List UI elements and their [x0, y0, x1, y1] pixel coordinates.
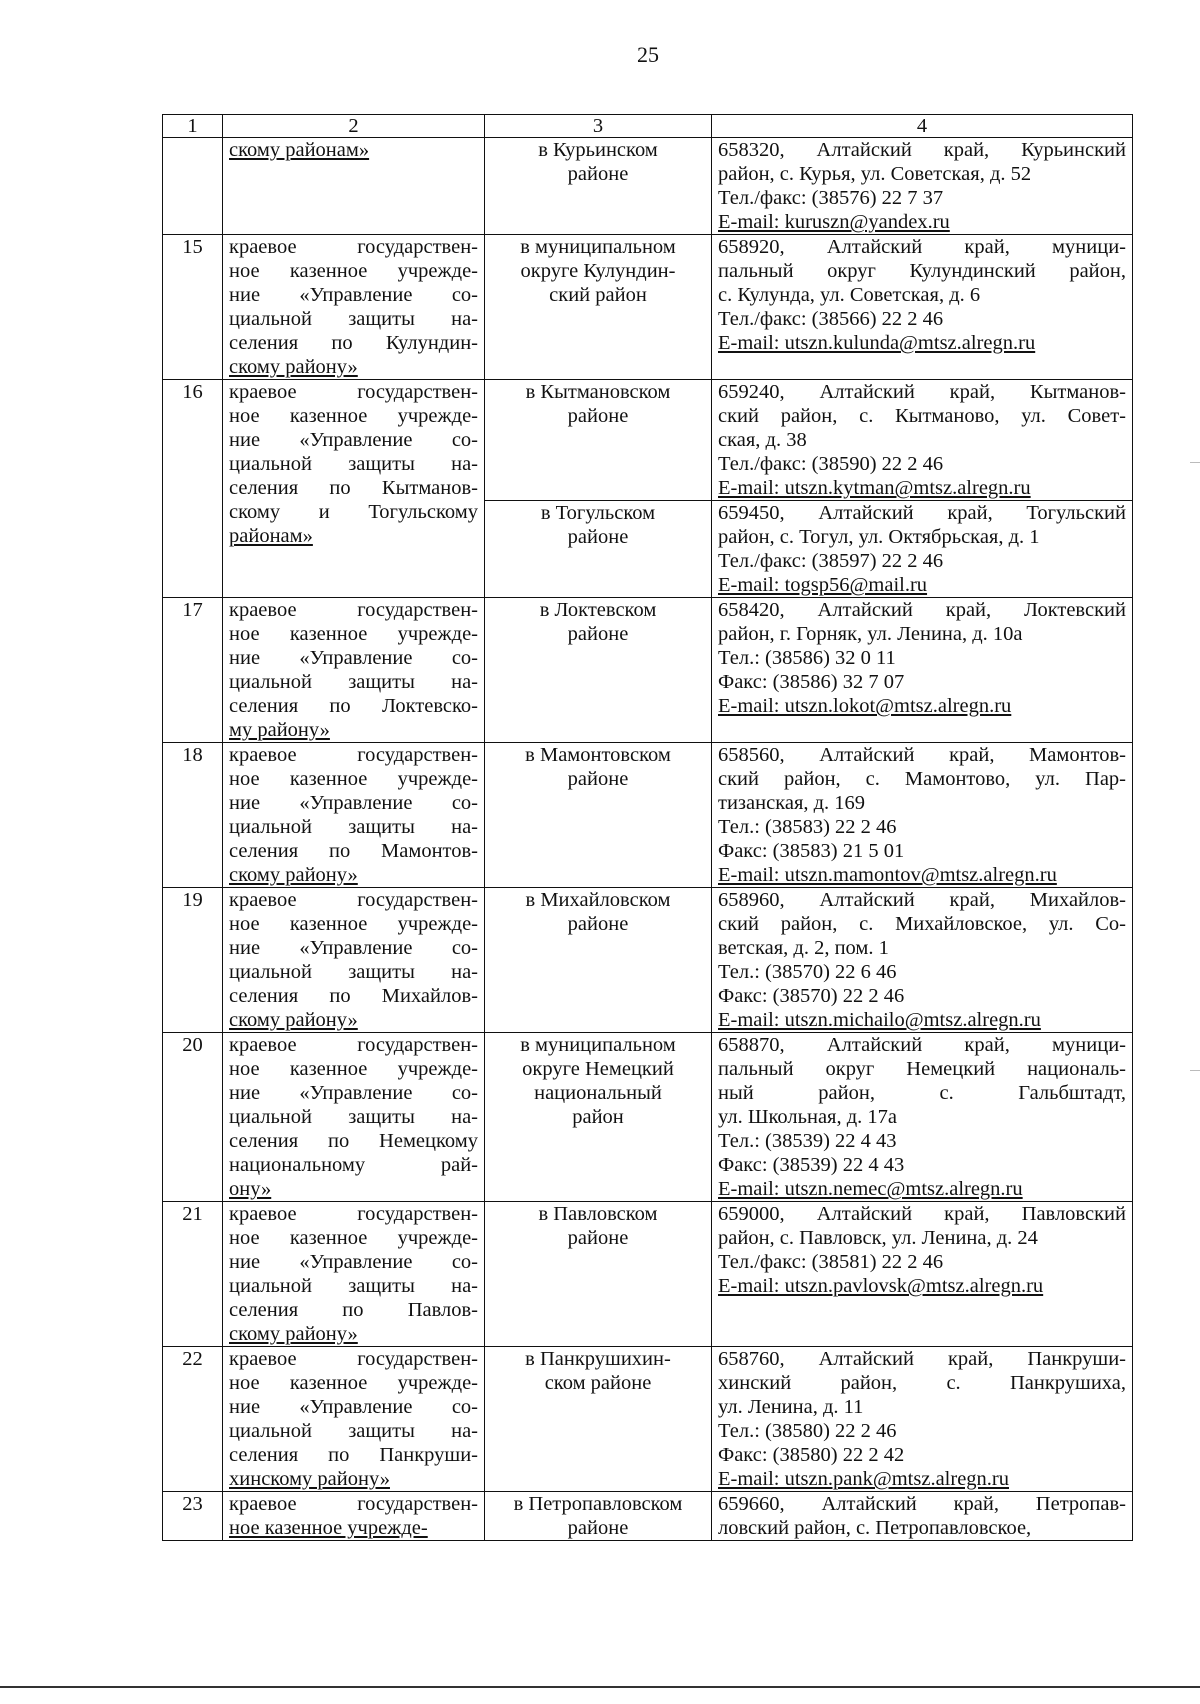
institution-name-line: ние «Управление со- [229, 1251, 478, 1273]
address-line: ный район, с. Гальбштадт, [718, 1082, 1126, 1104]
service-area-line: районе [567, 405, 629, 427]
email-line: E-mail: kuruszn@yandex.ru [718, 211, 950, 233]
institution-name-line: селения по Локтевско- [229, 695, 478, 717]
service-area [485, 743, 712, 888]
institution-name-line: ное казенное учрежде- [229, 1372, 478, 1394]
phone-line: Факс: (38583) 21 5 01 [718, 840, 905, 862]
phone-line: Факс: (38570) 22 2 46 [718, 985, 905, 1007]
row-number: 19 [163, 888, 223, 1033]
row-number: 17 [163, 598, 223, 743]
address-line: 658320, Алтайский край, Курьинский [718, 139, 1126, 161]
phone-line: Тел.: (38586) 32 0 11 [718, 647, 896, 669]
institution-name-line: скому районам» [229, 139, 370, 161]
row-number: 22 [163, 1347, 223, 1492]
email-line: E-mail: togsp56@mail.ru [718, 574, 928, 596]
service-area-line: ском районе [544, 1372, 652, 1394]
address-line: 658760, Алтайский край, Панкруши- [718, 1348, 1126, 1370]
address-line: ский район, с. Мамонтово, ул. Пар- [718, 768, 1126, 790]
table-row [163, 380, 1133, 501]
institution-name [223, 888, 485, 1033]
service-area [485, 1033, 712, 1202]
institution-name-line: ние «Управление со- [229, 1396, 478, 1418]
service-area [485, 1202, 712, 1347]
table-row [163, 743, 1133, 888]
contact-details [712, 1033, 1133, 1202]
institution-name-line: ние «Управление со- [229, 284, 478, 306]
address-line: ул. Школьная, д. 17а [718, 1106, 898, 1128]
column-header: 1 [163, 115, 223, 138]
phone-line: Тел./факс: (38566) 22 2 46 [718, 308, 944, 330]
institution-name [223, 1492, 485, 1541]
service-area [485, 380, 712, 501]
table-header-row [163, 115, 1133, 138]
address-line: пальный округ Кулундинский район, [718, 260, 1126, 282]
row-number: 15 [163, 235, 223, 380]
service-area [485, 138, 712, 235]
service-area [485, 1492, 712, 1541]
institution-name-line: селения по Немецкому [229, 1130, 478, 1152]
table-row [163, 888, 1133, 1033]
address-line: район, с. Курья, ул. Советская, д. 52 [718, 163, 1032, 185]
institution-name-line: ние «Управление со- [229, 429, 478, 451]
email-line: E-mail: utszn.kytman@mtsz.alregn.ru [718, 477, 1031, 499]
service-area-line: в муниципальном [520, 236, 676, 258]
institution-name-line: национальному рай- [229, 1154, 478, 1176]
institution-name-line: скому району» [229, 864, 358, 886]
institutions-table [162, 114, 1133, 1541]
service-area [485, 598, 712, 743]
phone-line: Тел./факс: (38581) 22 2 46 [718, 1251, 944, 1273]
service-area-line: в Павловском [538, 1203, 658, 1225]
row-number: 16 [163, 380, 223, 598]
service-area-line: в Курьинском [538, 139, 658, 161]
row-number: 18 [163, 743, 223, 888]
service-area-line: в Михайловском [525, 889, 671, 911]
contact-details [712, 598, 1133, 743]
service-area [485, 235, 712, 380]
service-area-line: районе [567, 623, 629, 645]
table-row [163, 138, 1133, 235]
institution-name-line: ное казенное учрежде- [229, 405, 478, 427]
institution-name-line: краевое государствен- [229, 381, 478, 403]
institution-name-line: краевое государствен- [229, 1348, 478, 1370]
institution-name [223, 1033, 485, 1202]
institution-name-line: циальной защиты на- [229, 453, 478, 475]
institution-name-line: ное казенное учрежде- [229, 768, 478, 790]
table-row [163, 1347, 1133, 1492]
service-area-line: ский район [549, 284, 647, 306]
table-row [163, 598, 1133, 743]
institution-name-line: ние «Управление со- [229, 937, 478, 959]
address-line: 658870, Алтайский край, муници- [718, 1034, 1126, 1056]
address-line: тизанская, д. 169 [718, 792, 866, 814]
row-number [163, 138, 223, 235]
margin-tick-mark [1190, 1070, 1200, 1071]
institution-name [223, 380, 485, 598]
institution-name-line: ние «Управление со- [229, 647, 478, 669]
contact-details [712, 888, 1133, 1033]
institution-name-line: ное казенное учрежде- [229, 623, 478, 645]
service-area-line: районе [567, 163, 629, 185]
institution-name-line: ное казенное учрежде- [229, 1517, 428, 1539]
institution-name-line: хинскому району» [229, 1468, 390, 1490]
service-area-line: в муниципальном [520, 1034, 676, 1056]
institution-name-line: му району» [229, 719, 330, 741]
institution-name-line: краевое государствен- [229, 599, 478, 621]
contact-details [712, 1202, 1133, 1347]
institution-name-line: циальной защиты на- [229, 308, 478, 330]
institution-name-line: краевое государствен- [229, 236, 478, 258]
service-area-line: районе [567, 1517, 629, 1539]
address-line: ул. Ленина, д. 11 [718, 1396, 864, 1418]
institution-name-line: циальной защиты на- [229, 961, 478, 983]
service-area-line: округе Кулундин- [520, 260, 676, 282]
institution-name-line: скому району» [229, 1323, 358, 1345]
service-area-line: округе Немецкий [522, 1058, 674, 1080]
contact-details [712, 138, 1133, 235]
column-header: 4 [712, 115, 1133, 138]
address-line: 658420, Алтайский край, Локтевский [718, 599, 1126, 621]
institution-name-line: селения по Павлов- [229, 1299, 478, 1321]
phone-line: Тел.: (38539) 22 4 43 [718, 1130, 897, 1152]
address-line: ветская, д. 2, пом. 1 [718, 937, 889, 959]
institution-name [223, 138, 485, 235]
institution-name [223, 1347, 485, 1492]
address-line: с. Кулунда, ул. Советская, д. 6 [718, 284, 981, 306]
phone-line: Тел./факс: (38590) 22 2 46 [718, 453, 944, 475]
address-line: район, с. Павловск, ул. Ленина, д. 24 [718, 1227, 1038, 1249]
institution-name [223, 598, 485, 743]
email-line: E-mail: utszn.lokot@mtsz.alregn.ru [718, 695, 1012, 717]
institution-name-line: ние «Управление со- [229, 792, 478, 814]
row-number: 21 [163, 1202, 223, 1347]
institution-name-line: селения по Мамонтов- [229, 840, 478, 862]
contact-details [712, 501, 1133, 598]
address-line: 658560, Алтайский край, Мамонтов- [718, 744, 1126, 766]
institution-name-line: циальной защиты на- [229, 671, 478, 693]
institution-name-line: циальной защиты на- [229, 816, 478, 838]
institution-name-line: краевое государствен- [229, 889, 478, 911]
institution-name-line: ние «Управление со- [229, 1082, 478, 1104]
institution-name [223, 743, 485, 888]
service-area-line: районе [567, 526, 629, 548]
phone-line: Тел.: (38570) 22 6 46 [718, 961, 897, 983]
address-line: хинский район, с. Панкрушиха, [718, 1372, 1126, 1394]
institution-name-line: ное казенное учрежде- [229, 913, 478, 935]
phone-line: Тел./факс: (38576) 22 7 37 [718, 187, 944, 209]
address-line: пальный округ Немецкий националь- [718, 1058, 1126, 1080]
contact-details [712, 743, 1133, 888]
address-line: 659000, Алтайский край, Павловский [718, 1203, 1126, 1225]
institution-name-line: ное казенное учрежде- [229, 1227, 478, 1249]
institution-name-line: ону» [229, 1178, 272, 1200]
margin-tick-mark [1190, 462, 1200, 463]
institution-name-line: селения по Кулундин- [229, 332, 478, 354]
service-area-line: национальный [534, 1082, 662, 1104]
service-area-line: в Петропавловском [513, 1493, 683, 1515]
row-number: 20 [163, 1033, 223, 1202]
service-area-line: районе [567, 913, 629, 935]
institution-name-line: селения по Кытманов- [229, 477, 478, 499]
institution-name-line: ное казенное учрежде- [229, 1058, 478, 1080]
service-area-line: район [572, 1106, 624, 1128]
address-line: 659240, Алтайский край, Кытманов- [718, 381, 1126, 403]
address-line: ская, д. 38 [718, 429, 807, 451]
institution-name-line: краевое государствен- [229, 744, 478, 766]
institution-name-line: селения по Михайлов- [229, 985, 478, 1007]
institution-name-line: скому району» [229, 1009, 358, 1031]
contact-details [712, 235, 1133, 380]
institution-name-line: скому и Тогульскому [229, 501, 478, 523]
contact-details [712, 1492, 1133, 1541]
row-number: 23 [163, 1492, 223, 1541]
institution-name [223, 1202, 485, 1347]
institution-name-line: селения по Панкруши- [229, 1444, 478, 1466]
institution-name-line: районам» [229, 525, 313, 547]
phone-line: Тел./факс: (38597) 22 2 46 [718, 550, 944, 572]
address-line: район, г. Горняк, ул. Ленина, д. 10а [718, 623, 1023, 645]
phone-line: Факс: (38539) 22 4 43 [718, 1154, 905, 1176]
institution-name-line: краевое государствен- [229, 1034, 478, 1056]
service-area-line: в Тогульском [540, 502, 656, 524]
institution-name-line: ное казенное учрежде- [229, 260, 478, 282]
institution-name-line: краевое государствен- [229, 1493, 478, 1515]
service-area-line: районе [567, 768, 629, 790]
address-line: 658960, Алтайский край, Михайлов- [718, 889, 1126, 911]
service-area-line: в Локтевском [539, 599, 657, 621]
email-line: E-mail: utszn.kulunda@mtsz.alregn.ru [718, 332, 1036, 354]
address-line: ский район, с. Михайловское, ул. Со- [718, 913, 1126, 935]
column-header: 2 [223, 115, 485, 138]
phone-line: Факс: (38586) 32 7 07 [718, 671, 905, 693]
service-area [485, 1347, 712, 1492]
column-header: 3 [485, 115, 712, 138]
email-line: E-mail: utszn.pavlovsk@mtsz.alregn.ru [718, 1275, 1044, 1297]
institution-name [223, 235, 485, 380]
service-area [485, 888, 712, 1033]
email-line: E-mail: utszn.nemec@mtsz.alregn.ru [718, 1178, 1023, 1200]
email-line: E-mail: utszn.pank@mtsz.alregn.ru [718, 1468, 1009, 1490]
address-line: 659450, Алтайский край, Тогульский [718, 502, 1126, 524]
address-line: 658920, Алтайский край, муници- [718, 236, 1126, 258]
table-row [163, 1202, 1133, 1347]
page-bottom-rule [0, 1686, 1200, 1688]
table-row [163, 1033, 1133, 1202]
email-line: E-mail: utszn.michailo@mtsz.alregn.ru [718, 1009, 1041, 1031]
contact-details [712, 1347, 1133, 1492]
email-line: E-mail: utszn.mamontov@mtsz.alregn.ru [718, 864, 1057, 886]
service-area-line: в Панкрушихин- [525, 1348, 671, 1370]
table-row [163, 235, 1133, 380]
institution-name-line: циальной защиты на- [229, 1420, 478, 1442]
service-area-line: в Мамонтовском [525, 744, 671, 766]
address-line: 659660, Алтайский край, Петропав- [718, 1493, 1126, 1515]
institution-name-line: циальной защиты на- [229, 1275, 478, 1297]
institution-name-line: краевое государствен- [229, 1203, 478, 1225]
contact-details [712, 380, 1133, 501]
table-row [163, 1492, 1133, 1541]
phone-line: Тел.: (38580) 22 2 46 [718, 1420, 897, 1442]
address-line: ский район, с. Кытманово, ул. Совет- [718, 405, 1126, 427]
phone-line: Тел.: (38583) 22 2 46 [718, 816, 897, 838]
service-area [485, 501, 712, 598]
address-line: ловский район, с. Петропавловское, [718, 1517, 1032, 1539]
page-number: 25 [637, 42, 659, 67]
service-area-line: в Кытмановском [525, 381, 671, 403]
address-line: район, с. Тогул, ул. Октябрьская, д. 1 [718, 526, 1040, 548]
service-area-line: районе [567, 1227, 629, 1249]
institution-name-line: циальной защиты на- [229, 1106, 478, 1128]
institution-name-line: скому району» [229, 356, 358, 378]
phone-line: Факс: (38580) 22 2 42 [718, 1444, 905, 1466]
